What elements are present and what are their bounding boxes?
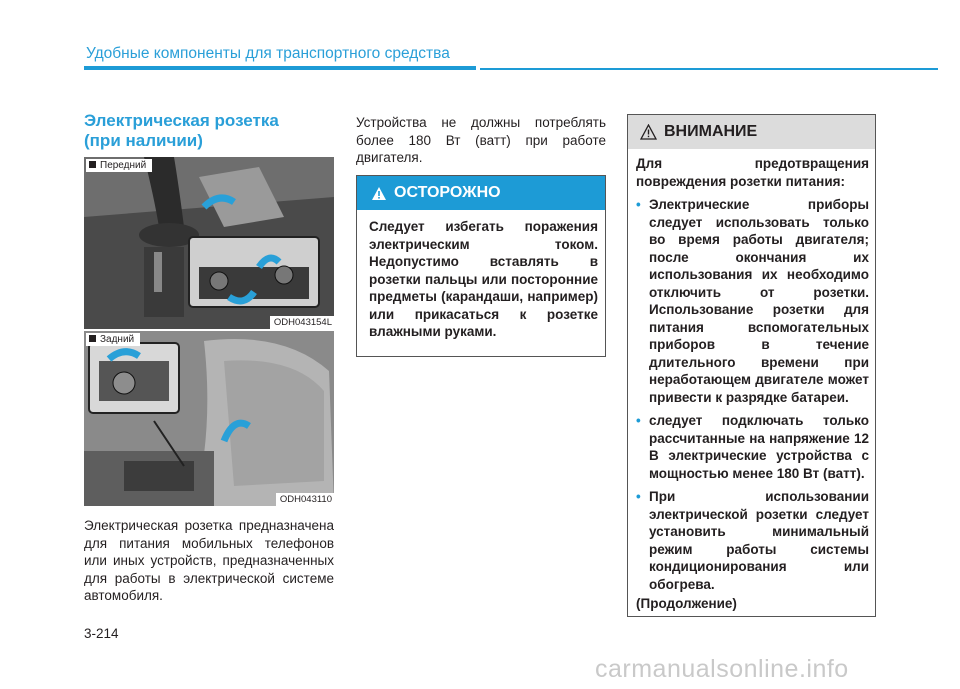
warning-body (628, 149, 875, 621)
section-title-line2: (при наличии) (84, 131, 203, 150)
photo-rear (84, 331, 334, 506)
front-console-illustration (84, 157, 334, 329)
warning-item: • Электрические приборы следует использовать только во время работы двигателя; после окончания их использования их необходимо отключить от розетки. Использование розетки для питания вспомогательных приборов в течение длительного времени при неработающем двигателе может привести к разрядке батареи. (636, 197, 869, 405)
left-paragraph: Электрическая розетка предназначена для питания мобильных телефонов или иных устройств, предназначенных для работы в электрической системе автомобиля. (84, 518, 334, 603)
rear-seat-illustration (84, 331, 334, 506)
header-rule-thin (480, 68, 938, 70)
warning-intro: Для предотвращения повреждения розетки питания: (636, 156, 869, 189)
warning-header (628, 115, 875, 149)
square-bullet-icon (89, 161, 96, 168)
warning-item: • При использовании электрической розетки следует установить минимальный режим работы системы кондиционирования или обогрева. (636, 489, 869, 592)
section-title (84, 111, 334, 151)
caution-title: ОСТОРОЖНО (394, 184, 501, 201)
warning-triangle-icon (371, 186, 387, 201)
square-bullet-icon (89, 335, 96, 342)
caution-box (356, 175, 606, 357)
warning-box (627, 114, 876, 617)
bullet-dot: • (636, 197, 641, 212)
photo-front-label: Передний (86, 159, 152, 172)
bullet-dot: • (636, 489, 641, 504)
watermark: carmanualsonline.info (595, 655, 849, 683)
photo-front (84, 157, 334, 329)
warning-item: • следует подключать только рассчитанные на напряжение 12 В электрические устройства с мощностью менее 180 Вт (ватт). (636, 413, 869, 481)
header-title: Удобные компоненты для транспортного средства (86, 45, 450, 62)
bullet-dot: • (636, 413, 641, 428)
page-number: 3-214 (84, 626, 119, 641)
caution-text: Следует избегать поражения электрическим током. Недопустимо вставлять в розетки пальцы или посторонние предметы (карандаши, например) или прикасаться к розетке влажными руками. (369, 219, 598, 339)
photo-front-code: ODH043154L (270, 316, 334, 329)
photo-rear-code: ODH043110 (276, 493, 334, 506)
warning-triangle-icon (640, 124, 657, 140)
header-rule-thick (84, 66, 476, 70)
caution-header (357, 176, 605, 210)
middle-paragraph: Устройства не должны потреблять более 180 Вт (ватт) при работе двигателя. (356, 115, 606, 165)
photo-rear-label: Задний (86, 333, 140, 346)
section-title-line1: Электрическая розетка (84, 111, 279, 130)
warning-continued: (Продолжение) (636, 596, 737, 611)
warning-title: ВНИМАНИЕ (664, 123, 758, 140)
